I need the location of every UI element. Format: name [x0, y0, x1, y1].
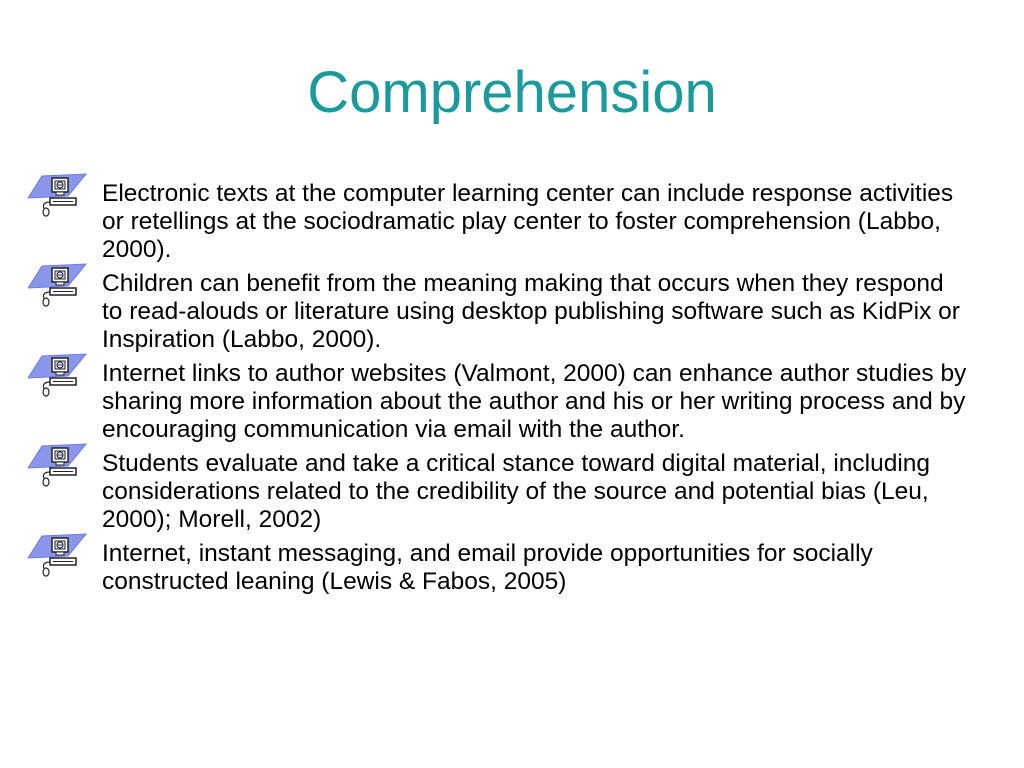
bullet-text: Children can benefit from the meaning making that occurs when they respond to read-alouds or literature using desktop publishing software such as KidPix or Inspiration (Labbo, 2000).	[102, 270, 960, 353]
bullet-item	[28, 270, 968, 354]
bullet-text: Internet, instant messaging, and email provide opportunities for socially constructed leaning (Lewis & Fabos, 2005)	[102, 540, 873, 595]
computer-monitor-icon	[28, 352, 88, 400]
computer-monitor-icon	[28, 262, 88, 310]
bullet-item	[28, 450, 968, 534]
bullet-item	[28, 540, 968, 596]
computer-monitor-icon	[28, 532, 88, 580]
bullet-item	[28, 180, 968, 264]
bullet-list	[28, 180, 968, 602]
bullet-text: Students evaluate and take a critical stance toward digital material, including considerations related to the credibility of the source and potential bias (Leu, 2000); Morell, 2002)	[102, 450, 931, 533]
bullet-text: Electronic texts at the computer learning center can include response activities or retellings at the sociodramatic play center to foster comprehension (Labbo, 2000).	[102, 180, 954, 263]
bullet-text: Internet links to author websites (Valmont, 2000) can enhance author studies by sharing more information about the author and his or her writing process and by encouraging communication via email with the author.	[102, 360, 967, 443]
slide-title: Comprehension	[307, 60, 717, 125]
computer-monitor-icon	[28, 172, 88, 220]
computer-monitor-icon	[28, 442, 88, 490]
bullet-item	[28, 360, 968, 444]
